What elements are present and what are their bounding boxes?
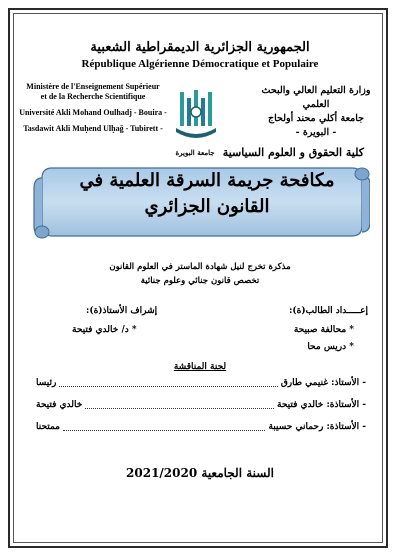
committee-member [36,422,366,432]
student-name: * محالفة صبيحة [293,325,354,335]
university-kabyle: Tasdawit Akli Muḥend Ulḥağ - Tubirett - [23,124,163,133]
ministry-arabic: وزارة التعليم العالي والبحث العلمي [261,85,371,110]
student-name: * دريس محا [307,342,354,352]
supervisor-label: إشراف الأستاذ(ة): [86,306,158,316]
ministry-french-line2: et de la Recherche Scientifique [40,92,146,101]
memo-description [0,260,400,288]
member-name: - الأستاذة: رحماني حسيبة [268,422,366,432]
republic-arabic: الجمهورية الجزائرية الديمقراطية الشعبية [90,40,310,55]
university-arabic: جامعة أكلي محند أولحاج [267,113,365,124]
dotted-leader [59,380,277,387]
member-name: - الأستاذ: غنيمي طارق [280,378,366,388]
member-role: خالدي فتيحة [36,400,83,410]
prepared-by-label: إعـــــداد الطالب(ة): [289,306,368,316]
committee-title: لجنة المناقشة [173,362,227,372]
logo-caption: جامعة البويرة [175,148,215,157]
member-role: ممتحنا [36,422,61,432]
dotted-leader [85,402,274,409]
republic-french: République Algérienne Démocratique et Populaire [81,58,319,70]
dotted-leader [63,424,265,431]
committee-member [36,378,366,388]
faculty-name: كلية الحقوق و العلوم السياسية [222,146,364,159]
member-name: - الأستاذة: خالدي فتيحة [277,400,366,410]
memo-line2: تخصص قانون جنائي وعلوم جنائية [140,276,260,286]
french-institution-block [18,82,168,134]
thesis-title: مكافحة جريمة السرقة العلمية في القانون الجزائري [79,170,335,217]
arabic-institution-block [256,84,376,140]
academic-year: السنة الجامعية 2021/2020 [126,466,274,480]
member-role: رئيسا [36,378,57,388]
university-french: Université Akli Mohand Oulhadj - Bouira - [19,108,167,117]
city-arabic: - البويرة - [295,127,337,138]
university-logo-icon [170,88,222,148]
memo-line1: مذكرة تخرج لنيل شهادة الماستر في العلوم القانون [109,262,291,272]
supervisor-name: * د/ خالدي فتيحة [72,325,137,335]
ministry-french-line1: Ministère de l'Enseignement Supérieur [26,82,160,91]
committee-member [36,400,366,410]
